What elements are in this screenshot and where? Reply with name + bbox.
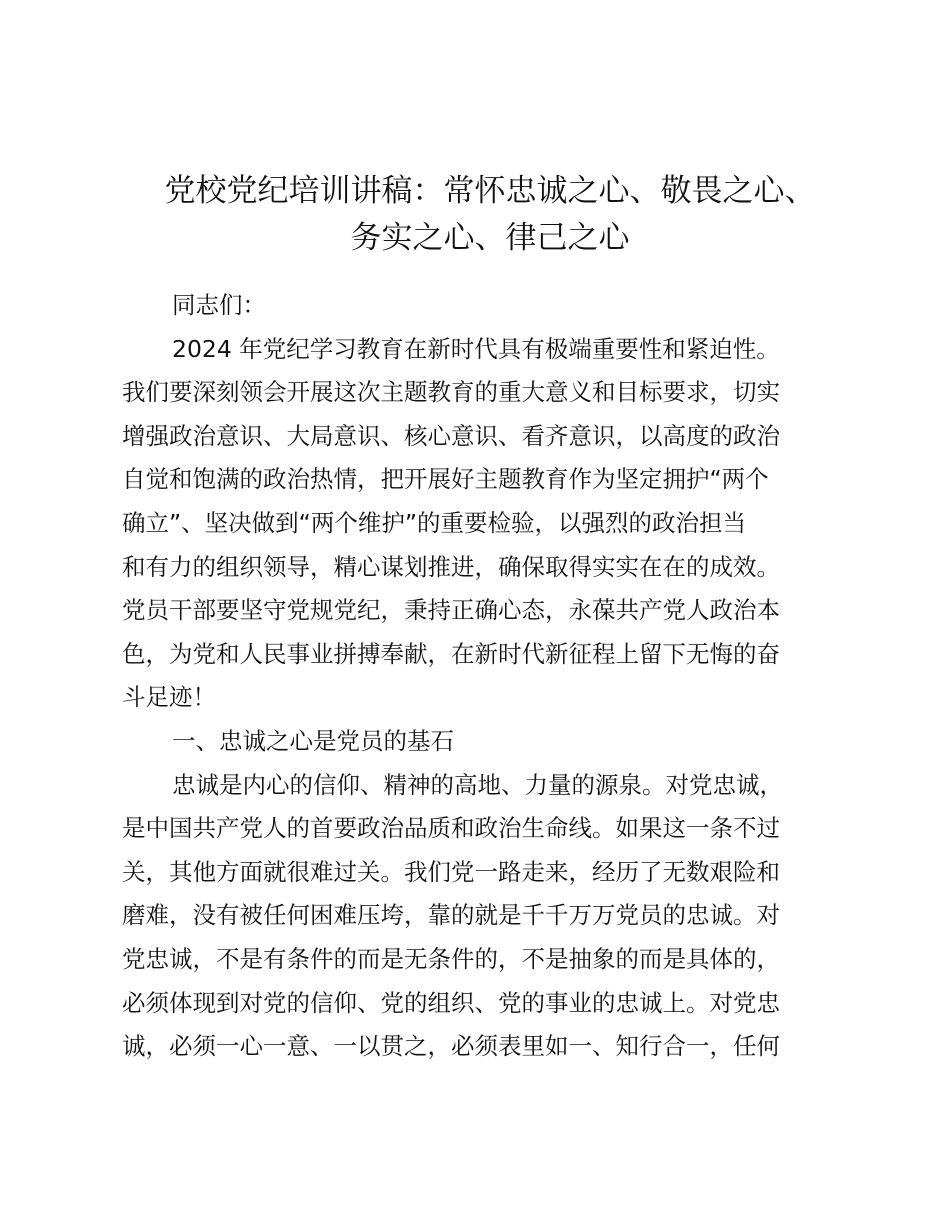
document-title — [110, 168, 870, 262]
paragraph-1-line: 2024 年党纪学习教育在新时代具有极端重要性和紧迫性。 — [172, 334, 780, 363]
document-body — [122, 284, 834, 1069]
paragraph-2-line: 必须体现到对党的信仰、党的组织、党的事业的忠诚上。对党忠 — [122, 988, 780, 1017]
paragraph-2-line: 磨难，没有被任何困难压垮，靠的就是千千万万党员的忠诚。对 — [122, 901, 780, 930]
paragraph-1-line: 确立”、坚决做到“两个维护”的重要检验，以强烈的政治担当 — [122, 508, 747, 537]
section-heading-1: 一、忠诚之心是党员的基石 — [172, 726, 454, 755]
title-line-2: 务实之心、律己之心 — [350, 220, 630, 256]
paragraph-2-line: 诚，必须一心一意、一以贯之，必须表里如一、知行合一，任何 — [122, 1032, 780, 1061]
paragraph-1-line: 色，为党和人民事业拼搏奉献，在新时代新征程上留下无悔的奋 — [122, 639, 780, 668]
paragraph-2-line: 忠诚是内心的信仰、精神的高地、力量的源泉。对党忠诚， — [172, 770, 783, 799]
paragraph-2-line: 关，其他方面就很难过关。我们党一路走来，经历了无数艰险和 — [122, 857, 780, 886]
paragraph-2-line: 党忠诚，不是有条件的而是无条件的，不是抽象的而是具体的， — [122, 944, 780, 973]
title-line-1: 党校党纪培训讲稿：常怀忠诚之心、敬畏之心、 — [164, 173, 816, 209]
paragraph-2-line: 是中国共产党人的首要政治品质和政治生命线。如果这一条不过 — [122, 814, 780, 843]
paragraph-1-line: 斗足迹！ — [122, 683, 216, 712]
paragraph-1-line: 和有力的组织领导，精心谋划推进，确保取得实实在在的成效。 — [122, 552, 780, 581]
paragraph-1-line: 党员干部要坚守党规党纪，秉持正确心态，永葆共产党人政治本 — [122, 596, 780, 625]
paragraph-1-line: 我们要深刻领会开展这次主题教育的重大意义和目标要求，切实 — [122, 378, 780, 407]
paragraph-1-line: 自觉和饱满的政治热情，把开展好主题教育作为坚定拥护“两个 — [122, 465, 769, 494]
salutation: 同志们： — [172, 291, 266, 319]
paragraph-1-line: 增强政治意识、大局意识、核心意识、看齐意识，以高度的政治 — [122, 421, 780, 450]
